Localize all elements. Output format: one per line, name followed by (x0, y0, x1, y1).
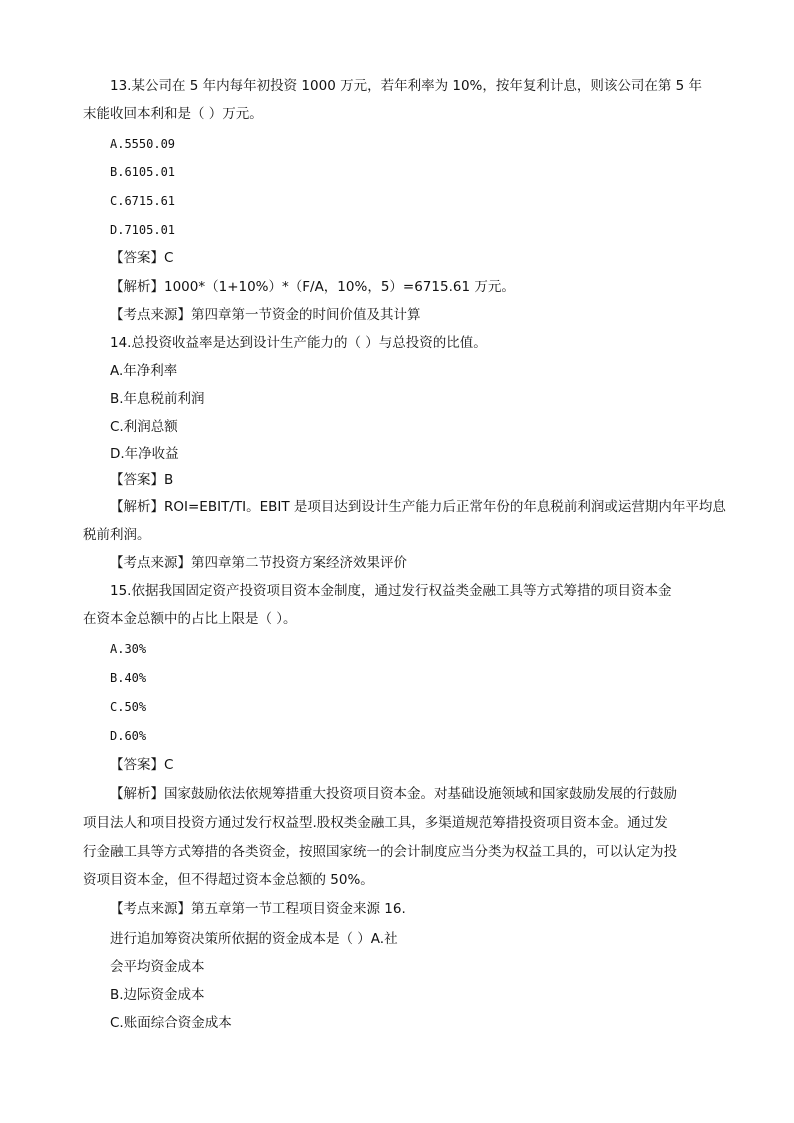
q14-source: 【考点来源】第四章第二节投资方案经济效果评价 (110, 555, 407, 571)
q13-answer: 【答案】C (110, 250, 174, 266)
q16-stem-line-1: 进行追加筹资决策所依据的资金成本是（ ）A.社 (110, 931, 398, 947)
q14-option-b: B.年息税前利润 (110, 391, 205, 407)
q14-analysis-line-1: 【解析】ROI=EBIT/TI。EBIT 是项目达到设计生产能力后正常年份的年息税前利润或运营期内年平均息 (110, 499, 726, 515)
q14-stem: 14.总投资收益率是达到设计生产能力的（ ）与总投资的比值。 (110, 335, 487, 351)
q14-option-d: D.年净收益 (110, 446, 179, 462)
q13-option-b: B.6105.01 (110, 165, 176, 179)
q15-source: 【考点来源】第五章第一节工程项目资金来源 16. (110, 901, 406, 917)
q13-source: 【考点来源】第四章第一节资金的时间价值及其计算 (110, 307, 421, 323)
q13-option-a: A.5550.09 (110, 137, 176, 151)
q13-option-d: D.7105.01 (110, 223, 176, 237)
q16-option-b: B.边际资金成本 (110, 987, 205, 1003)
q14-option-a: A.年净利率 (110, 363, 178, 379)
q15-analysis-line-3: 行金融工具等方式筹措的各类资金，按照国家统一的会计制度应当分类为权益工具的，可以认定为投 (83, 844, 677, 860)
q15-stem-line-2: 在资本金总额中的占比上限是（ ）。 (83, 611, 297, 627)
q15-analysis-line-4: 资项目资本金，但不得超过资本金总额的 50%。 (83, 872, 374, 888)
q13-stem-line-2: 末能收回本利和是（ ）万元。 (83, 106, 263, 122)
q13-option-c: C.6715.61 (110, 194, 176, 208)
q14-answer: 【答案】B (110, 472, 174, 488)
q15-analysis-line-2: 项目法人和项目投资方通过发行权益型.股权类金融工具，多渠道规范筹措投资项目资本金。通过发 (83, 815, 668, 831)
q14-option-c: C.利润总额 (110, 419, 178, 435)
q15-option-c: C.50% (110, 700, 147, 714)
q14-analysis-line-2: 税前利润。 (83, 527, 151, 543)
q16-option-c: C.账面综合资金成本 (110, 1015, 232, 1031)
q13-stem-line-1: 13.某公司在 5 年内每年初投资 1000 万元，若年利率为 10%，按年复利计息，则该公司在第 5 年 (110, 78, 703, 94)
q15-analysis-line-1: 【解析】国家鼓励依法依规筹措重大投资项目资本金。对基础设施领域和国家鼓励发展的行鼓励 (110, 786, 677, 802)
q15-answer: 【答案】C (110, 757, 174, 773)
q15-option-d: D.60% (110, 729, 147, 743)
q15-option-b: B.40% (110, 671, 147, 685)
q16-stem-line-2: 会平均资金成本 (110, 959, 205, 975)
q15-option-a: A.30% (110, 642, 147, 656)
q13-analysis: 【解析】1000*（1+10%）*（F/A，10%，5）=6715.61 万元。 (110, 279, 515, 295)
q15-stem-line-1: 15.依据我国固定资产投资项目资本金制度，通过发行权益类金融工具等方式筹措的项目资本金 (110, 583, 672, 599)
